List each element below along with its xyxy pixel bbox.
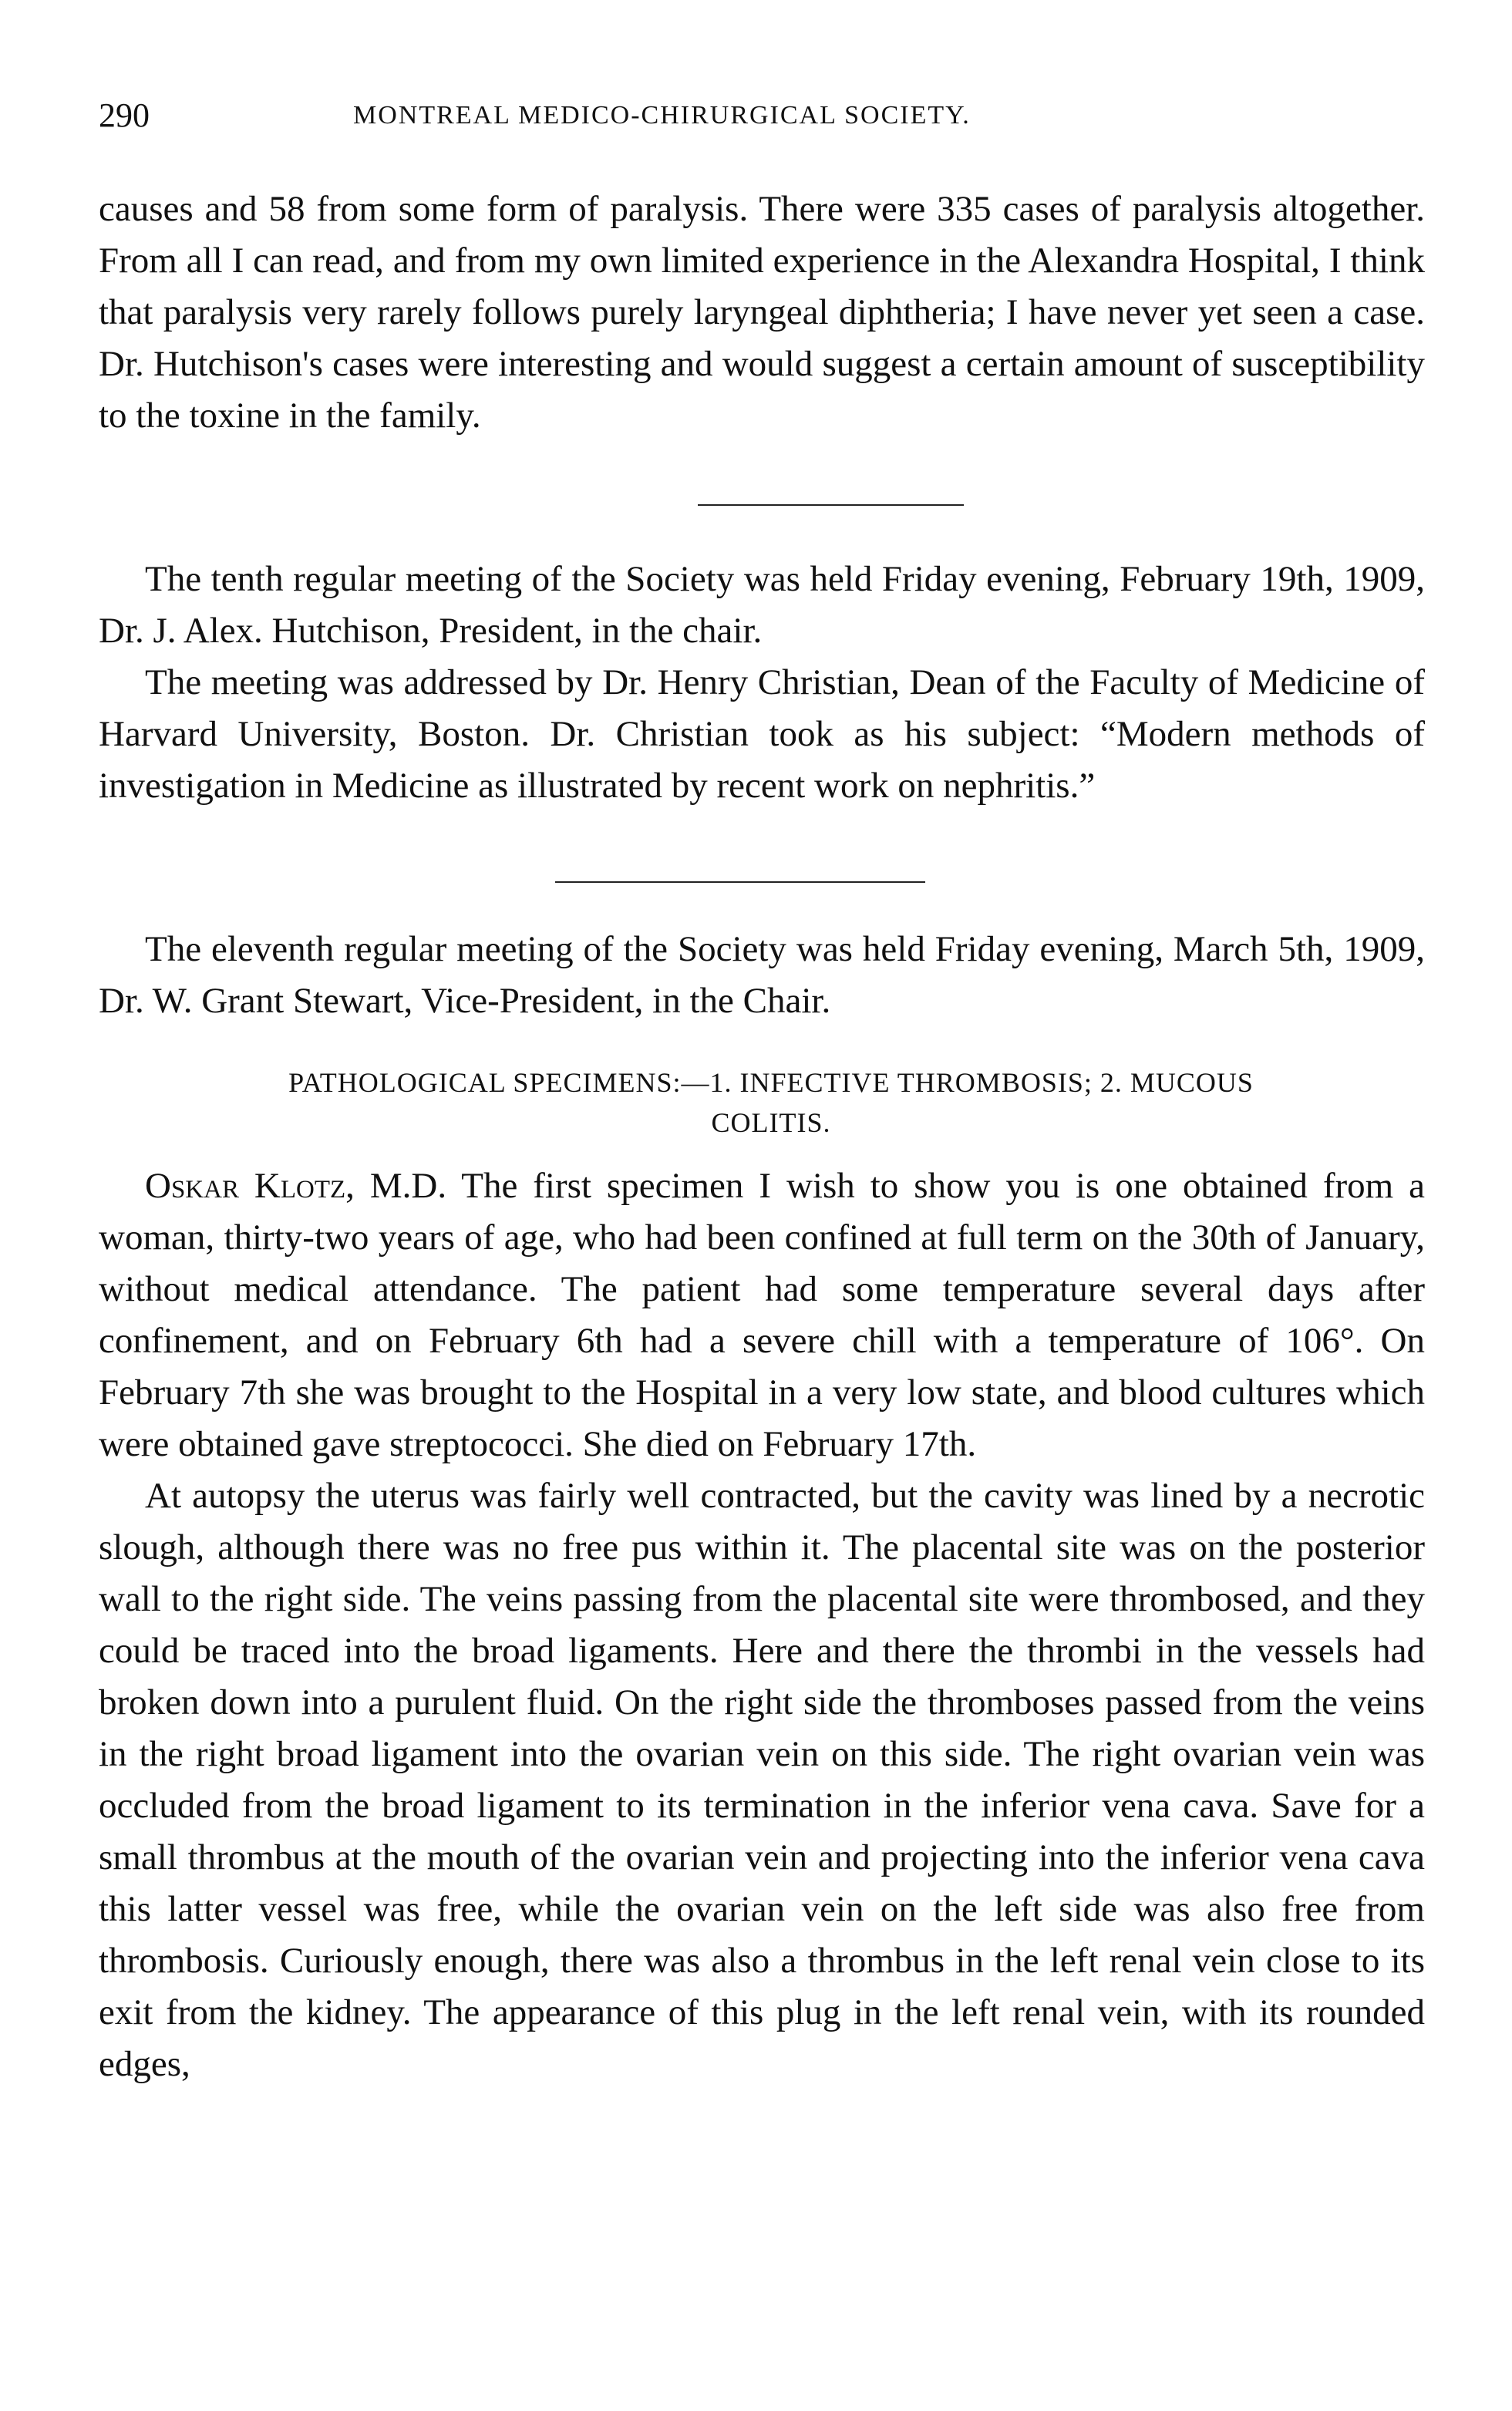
running-header [99, 93, 1409, 139]
specimen-paragraph [99, 1160, 1425, 1470]
continuation-text-block [99, 184, 1425, 442]
journal-title: MONTREAL MEDICO-CHIRURGICAL SOCIETY. [353, 101, 971, 130]
tenth-meeting-paragraph: The tenth regular meeting of the Society was held Friday evening, February 19th, 1909, Dr. J. Alex. Hutchison, President, in the chair. [99, 559, 1425, 651]
specimen-paragraph-text: The first specimen I wish to show you is one obtained from a woman, thirty-two years of age, who had been confined at full term on the 30th of January, without medical attendance. The patient had some temperature several days after confinement, and on February 6th had a severe chill with a temperature of 106°. On February 7th she was brought to the Hospital in a very low state, and blood cultures which were obtained gave streptococci. She died on February 17th. [99, 1166, 1425, 1464]
autopsy-paragraph: At autopsy the uterus was fairly well contracted, but the cavity was lined by a necrotic slough, although there was no free pus within it. The placental site was on the posterior wall to the right side. The veins passing from the placental site were thrombosed, and they could be traced into the broad ligaments. Here and there the thrombi in the vessels had broken down into a purulent fluid. On the right side the thromboses passed from the veins in the right broad ligament into the ovarian vein on this side. The right ovarian vein was occluded from the broad ligament to its termination in the inferior vena cava. Save for a small thrombus at the mouth of the ovarian vein and projecting into the inferior vena cava this latter vessel was free, while the ovarian vein on the left side was also free from thrombosis. Curiously enough, there was also a thrombus in the left renal vein close to its exit from the kidney. The appearance of this plug in the left renal vein, with its rounded edges, [99, 1476, 1425, 2084]
section-divider-rule [555, 881, 925, 883]
eleventh-meeting-block [99, 924, 1425, 1027]
tenth-meeting-address-paragraph: The meeting was addressed by Dr. Henry Christian, Dean of the Faculty of Medicine of Harvard University, Boston. Dr. Christian took as his subject: “Modern methods of investigation in Medicine as illustrated by recent work on nephritis.” [99, 662, 1425, 806]
specimens-heading [154, 1062, 1388, 1143]
section-divider-rule [698, 504, 964, 506]
continuation-paragraph: causes and 58 from some form of paralysis. There were 335 cases of paralysis altogether. From all I can read, and from my own limited experience in the Alexandra Hospital, I think that paralysis very rarely follows purely laryngeal diphtheria; I have never yet seen a case. Dr. Hutchison's cases were interesting and would suggest a certain amount of susceptibility to the toxine in the family. [99, 189, 1425, 436]
speaker-name: Oskar Klotz, M.D. [145, 1166, 447, 1206]
specimens-heading-line: PATHOLOGICAL SPECIMENS:—1. INFECTIVE THROMBOSIS; 2. MUCOUS [288, 1067, 1254, 1098]
specimens-heading-line: COLITIS. [711, 1107, 831, 1138]
eleventh-meeting-paragraph: The eleventh regular meeting of the Society was held Friday evening, March 5th, 1909, Dr. W. Grant Stewart, Vice-President, in the Chair. [99, 929, 1425, 1021]
specimen-text-block [99, 1160, 1425, 2090]
tenth-meeting-block [99, 554, 1425, 812]
page-number: 290 [99, 96, 150, 134]
